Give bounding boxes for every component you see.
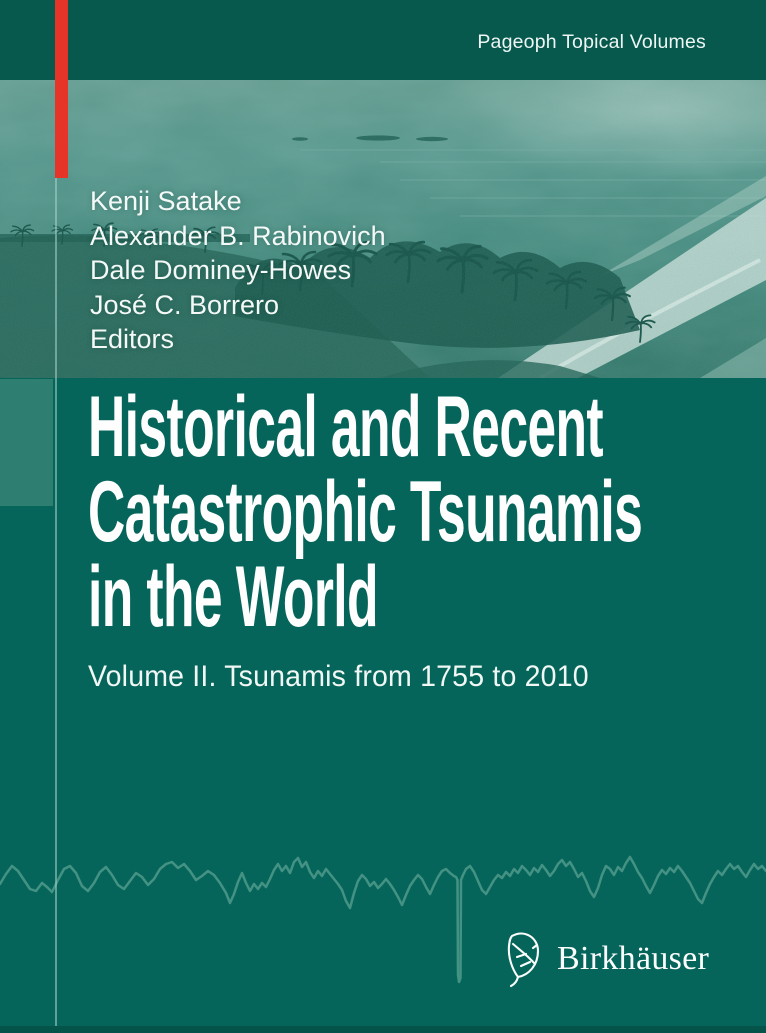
- series-band: [0, 0, 766, 80]
- left-accent-square: [0, 379, 53, 506]
- editor-name: Kenji Satake: [90, 186, 242, 216]
- publisher-name: Birkhäuser: [557, 940, 710, 977]
- birkhauser-logo: [504, 928, 709, 990]
- title-line: in the World: [88, 549, 378, 645]
- series-title: Pageoph Topical Volumes: [477, 31, 706, 53]
- editors-block: [90, 184, 386, 357]
- vertical-hairline: [55, 178, 57, 1026]
- editor-name: Alexander B. Rabinovich: [90, 220, 386, 251]
- book-subtitle: Volume II. Tsunamis from 1755 to 2010: [88, 660, 589, 693]
- book-title: [88, 379, 766, 645]
- editor-name: José C. Borrero: [90, 289, 280, 320]
- bottom-edge-strip: [0, 1026, 766, 1033]
- editors-role-label: Editors: [90, 324, 175, 354]
- title-line: Historical and Recent: [88, 379, 604, 475]
- birch-leaf-icon: [504, 930, 544, 988]
- editor-name: Dale Dominey-Howes: [90, 255, 352, 285]
- red-accent-bar: [55, 0, 68, 178]
- title-line: Catastrophic Tsunamis: [88, 464, 643, 560]
